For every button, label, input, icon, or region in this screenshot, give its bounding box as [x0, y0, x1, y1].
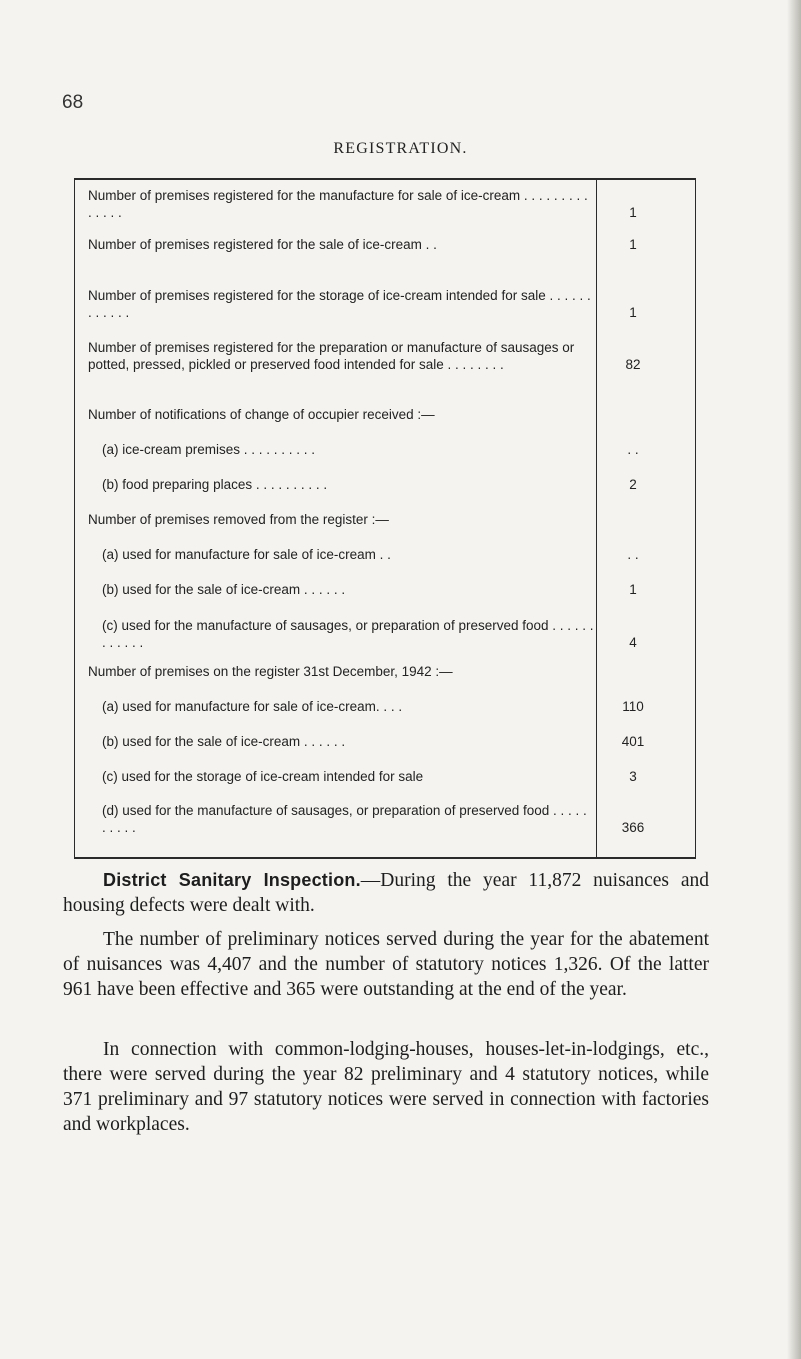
row-value: 1: [629, 582, 637, 597]
table-row: [88, 187, 688, 221]
table-row: [88, 768, 688, 785]
row-value: 1: [629, 237, 637, 252]
row-value: 110: [622, 699, 644, 714]
table-row: [88, 406, 688, 423]
page-edge-shadow: [787, 0, 801, 1359]
row-value: 1: [629, 305, 637, 320]
paragraph-heading: District Sanitary Inspection.: [103, 870, 361, 890]
row-description: (a) ice-cream premises . . . . . . . . . .: [102, 442, 316, 457]
table-row: [88, 733, 688, 750]
row-value: . .: [627, 547, 639, 562]
paragraph-text: —During the year 11,872 nuisances and housing defects were dealt with.: [63, 870, 709, 916]
table-row: [88, 581, 688, 598]
paragraph-preliminary-notices: The number of preliminary notices served during the year for the abatement of nuisances was 4,407 and the number of statutory notices 1,326. Of the latter 961 have been effective and 365 were outstanding at the end of the year.: [63, 929, 709, 1000]
table-row: [88, 339, 688, 373]
table-row: [88, 476, 688, 493]
row-description: (d) used for the manufacture of sausages, or preparation of preserved food . . . . . . . . . .: [102, 803, 587, 835]
row-description: (b) used for the sale of ice-cream . . . . . .: [102, 582, 346, 597]
table-row: [88, 663, 688, 680]
row-description: Number of premises on the register 31st December, 1942 :—: [88, 664, 453, 679]
table-row: [88, 441, 688, 458]
table-row: [88, 287, 688, 321]
row-description: (c) used for the manufacture of sausages, or preparation of preserved food . . . . . . . . . . . .: [102, 618, 594, 650]
table-row: [88, 698, 688, 715]
table-row: [88, 617, 688, 651]
row-value: . .: [627, 442, 639, 457]
page-number: 68: [62, 92, 84, 113]
row-description: (b) used for the sale of ice-cream . . . . . .: [102, 734, 346, 749]
row-description: (a) used for manufacture for sale of ice-cream . .: [102, 547, 391, 562]
table-row: [88, 546, 688, 563]
table-row: [88, 236, 688, 253]
row-value: 4: [629, 635, 637, 650]
table-row: [88, 802, 688, 836]
row-description: Number of premises registered for the manufacture for sale of ice-cream . . . . . . . . . . . . . .: [88, 188, 588, 220]
row-value: 82: [625, 357, 641, 372]
row-description: (c) used for the storage of ice-cream intended for sale: [102, 769, 424, 784]
row-description: Number of premises registered for the storage of ice-cream intended for sale . . . . . . . . . . . .: [88, 288, 591, 320]
row-value: 2: [629, 477, 637, 492]
row-description: (a) used for manufacture for sale of ice-cream. . . .: [102, 699, 403, 714]
row-description: Number of premises registered for the preparation or manufacture of sausages or potted, pressed, pickled or preserved food intended for sale . . . . . . . .: [88, 340, 575, 372]
row-description: Number of premises removed from the register :—: [88, 512, 389, 527]
paragraph-lodging-houses: In connection with common-lodging-houses, houses-let-in-lodgings, etc., there were served during the year 82 preliminary and 4 statutory notices, while 371 preliminary and 97 statutory notices were served in connection with factories and workplaces.: [63, 1039, 709, 1135]
section-title: REGISTRATION.: [333, 140, 468, 157]
paragraph-sanitary-inspection: [63, 868, 709, 918]
row-value: 1: [629, 205, 637, 220]
row-value: 401: [621, 734, 645, 749]
table-row: [88, 511, 688, 528]
row-description: Number of premises registered for the sale of ice-cream . .: [88, 237, 437, 252]
row-value: 366: [621, 820, 645, 835]
row-description: (b) food preparing places . . . . . . . . . .: [102, 477, 328, 492]
row-description: Number of notifications of change of occupier received :—: [88, 407, 435, 422]
row-value: 3: [629, 769, 637, 784]
